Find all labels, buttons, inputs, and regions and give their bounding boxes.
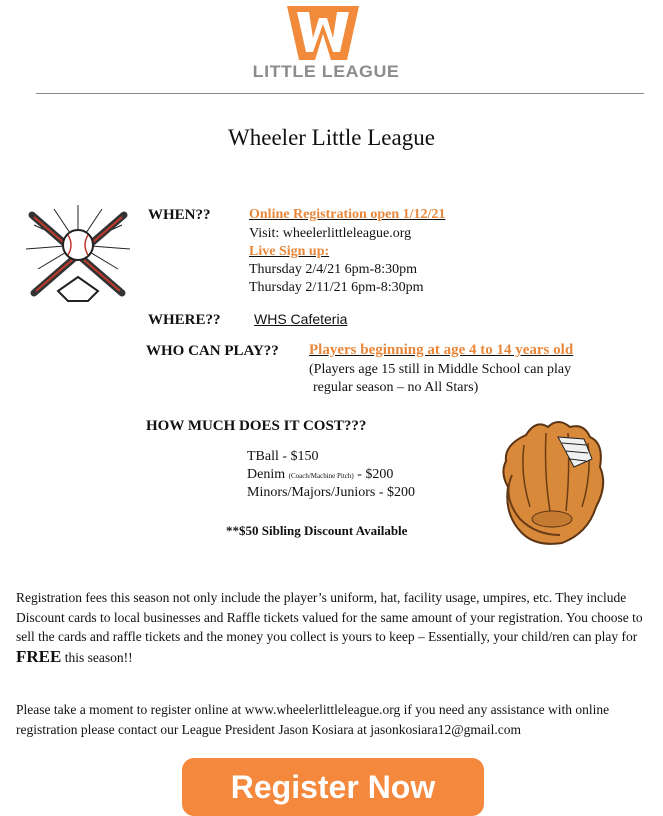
- denim-label: Denim: [247, 467, 286, 482]
- online-registration-text: Online Registration open 1/12/21: [249, 207, 446, 222]
- fees-paragraph: [16, 588, 652, 667]
- minors-price: Minors/Majors/Juniors - $200: [247, 485, 415, 500]
- when-label: WHEN??: [148, 207, 211, 223]
- fees-end-text: this season!!: [64, 649, 133, 665]
- visit-text: Visit: wheelerlittleleague.org: [249, 226, 412, 241]
- who-label: WHO CAN PLAY??: [146, 343, 279, 359]
- w-logo-icon: [283, 2, 363, 64]
- where-label: WHERE??: [148, 312, 221, 328]
- who-note-2: regular season – no All Stars): [313, 380, 479, 395]
- cost-label: HOW MUCH DOES IT COST???: [146, 418, 367, 434]
- divider: [36, 93, 644, 94]
- contact-paragraph: Please take a moment to register online at www.wheelerlittleleague.org if you need any assistance with online registration please contact our League President Jason Kosiara at jasonkosiara12@gmail.com: [16, 702, 610, 737]
- free-text: FREE: [16, 646, 62, 666]
- register-now-button[interactable]: Register Now: [182, 758, 484, 816]
- fees-text: Registration fees this season not only include the player’s uniform, hat, facility usage, umpires, etc. They include Discount cards to local businesses and Raffle tickets valued for the same amount of your registration. You choose to sell the cards and raffle tickets and the money you collect is yours to keep – Essentially, your child/ren can play for: [16, 590, 643, 644]
- who-value: Players beginning at age 4 to 14 years old: [309, 342, 574, 358]
- signup-date-2: Thursday 2/11/21 6pm-8:30pm: [249, 280, 424, 295]
- denim-price: - $200: [357, 467, 394, 482]
- where-value: WHS Cafeteria: [254, 311, 348, 327]
- crossed-bats-icon: [22, 205, 134, 305]
- sibling-discount: **$50 Sibling Discount Available: [226, 523, 408, 538]
- page-title: Wheeler Little League: [228, 125, 435, 150]
- tball-price: TBall - $150: [247, 449, 319, 464]
- live-signup-text: Live Sign up:: [249, 244, 330, 259]
- who-note-1: (Players age 15 still in Middle School can play: [309, 362, 572, 377]
- baseball-glove-icon: [496, 415, 611, 550]
- signup-date-1: Thursday 2/4/21 6pm-8:30pm: [249, 262, 417, 277]
- denim-note: (Coach/Machine Pitch): [288, 472, 354, 480]
- denim-price-line: [247, 467, 393, 483]
- logo-text: LITTLE LEAGUE: [252, 62, 400, 81]
